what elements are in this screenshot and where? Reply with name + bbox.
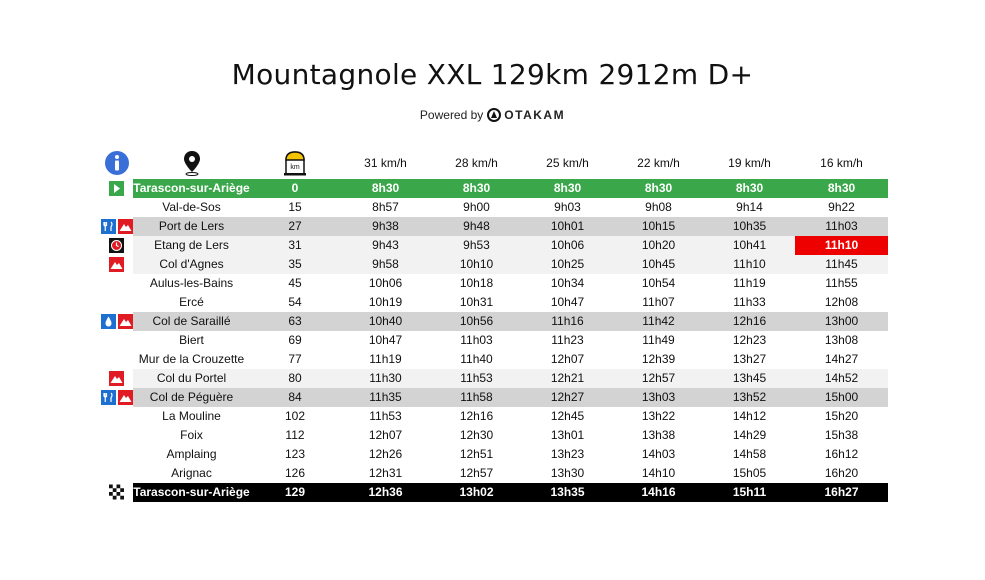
time-cell: 13h38 [641, 428, 676, 442]
checkpoint-km: 102 [284, 409, 306, 423]
time-cell: 12h16 [732, 314, 767, 328]
time-cell: 10h15 [641, 219, 676, 233]
checkpoint-name: Mur de la Crouzette [138, 352, 245, 366]
time-cell: 12h21 [550, 371, 585, 385]
time-cell: 11h35 [369, 390, 402, 404]
time-cell: 8h57 [372, 200, 399, 214]
time-cell: 13h03 [641, 390, 676, 404]
time-cell: 13h35 [550, 485, 585, 499]
time-cell: 10h20 [641, 238, 676, 252]
time-cell: 12h51 [459, 447, 494, 461]
time-cell: 13h22 [641, 409, 676, 423]
checkpoint-name: La Mouline [162, 409, 221, 423]
checkpoint-name: Aulus-les-Bains [149, 276, 234, 290]
summit-icon [109, 256, 124, 272]
table-row [100, 293, 890, 312]
checkpoint-km: 0 [291, 181, 299, 195]
time-cell: 9h58 [372, 257, 399, 271]
checkpoint-km: 126 [284, 466, 306, 480]
time-cell: 11h55 [825, 276, 858, 290]
time-cell: 13h30 [550, 466, 585, 480]
time-cell: 10h18 [459, 276, 494, 290]
time-cell: 16h12 [824, 447, 859, 461]
time-cell: 10h41 [732, 238, 767, 252]
time-cell: 8h30 [827, 181, 856, 195]
time-cell: 12h16 [459, 409, 494, 423]
info-icon[interactable] [102, 148, 132, 178]
speed-header: 28 km/h [455, 156, 498, 170]
time-cell: 12h07 [368, 428, 403, 442]
page-title: Mountagnole XXL 129km 2912m D+ [231, 58, 754, 91]
time-cell: 13h45 [732, 371, 767, 385]
table-row [100, 198, 890, 217]
finish-flag-icon [109, 484, 124, 500]
checkpoint-km: 54 [288, 295, 302, 309]
time-cell: 9h08 [645, 200, 672, 214]
time-cell: 9h43 [372, 238, 399, 252]
km-badge-label: km [290, 164, 300, 171]
speed-header: 25 km/h [546, 156, 589, 170]
time-cell: 15h05 [732, 466, 767, 480]
time-cell: 13h08 [824, 333, 859, 347]
time-cell: 9h00 [463, 200, 490, 214]
checkpoint-name: Ercé [179, 295, 204, 309]
time-cell: 12h26 [368, 447, 403, 461]
table-row [100, 388, 890, 407]
checkpoint-name: Biert [179, 333, 204, 347]
table-row [100, 255, 890, 274]
time-cell: 12h08 [824, 295, 859, 309]
checkpoint-name: Col de Péguère [149, 390, 234, 404]
time-cell: 15h11 [732, 485, 767, 499]
time-barrier-icon [109, 237, 124, 253]
table-row [100, 217, 890, 236]
table-row [100, 274, 890, 293]
timetable [100, 179, 890, 502]
time-cell: 8h30 [644, 181, 673, 195]
table-header [100, 148, 890, 178]
time-cell: 11h03 [825, 219, 858, 233]
time-cell: 10h47 [550, 295, 585, 309]
time-cell: 12h07 [550, 352, 585, 366]
summit-icon [118, 389, 133, 405]
checkpoint-km: 80 [288, 371, 302, 385]
table-row [100, 464, 890, 483]
time-cell: 10h56 [459, 314, 494, 328]
table-row [100, 483, 890, 502]
time-cell: 12h57 [459, 466, 494, 480]
time-cell: 14h03 [641, 447, 676, 461]
time-cell: 11h53 [460, 371, 493, 385]
checkpoint-name: Val-de-Sos [162, 200, 221, 214]
checkpoint-name: Tarascon-sur-Ariège [133, 181, 250, 195]
time-cell: 10h31 [459, 295, 494, 309]
table-row [100, 236, 890, 255]
time-cell: 9h14 [736, 200, 763, 214]
time-cell: 11h45 [825, 257, 858, 271]
time-cell: 11h07 [642, 295, 675, 309]
time-cell: 10h10 [459, 257, 494, 271]
checkpoint-name: Col de Saraillé [152, 314, 231, 328]
time-cell: 10h06 [550, 238, 585, 252]
time-cell: 10h34 [550, 276, 585, 290]
table-row [100, 179, 890, 198]
speed-header: 19 km/h [728, 156, 771, 170]
time-cell: 10h47 [368, 333, 403, 347]
speed-header: 31 km/h [364, 156, 407, 170]
checkpoint-name: Amplaing [166, 447, 217, 461]
table-row [100, 369, 890, 388]
time-cell: 14h16 [641, 485, 676, 499]
time-cell: 15h00 [824, 390, 859, 404]
time-cell: 11h23 [551, 333, 584, 347]
table-row [100, 426, 890, 445]
time-cell: 11h19 [369, 352, 402, 366]
time-cell: 11h58 [460, 390, 493, 404]
time-cell: 9h03 [554, 200, 581, 214]
time-cell: 13h01 [550, 428, 585, 442]
brand-name: OTAKAM [504, 108, 566, 122]
time-cell: 12h23 [732, 333, 767, 347]
food-icon [101, 218, 116, 234]
checkpoint-name: Etang de Lers [154, 238, 229, 252]
checkpoint-km: 77 [288, 352, 302, 366]
otakam-logo-icon [487, 108, 501, 122]
km-badge-icon [250, 148, 340, 178]
time-cell: 11h40 [460, 352, 493, 366]
time-cell: 8h30 [553, 181, 582, 195]
time-cell: 12h27 [550, 390, 585, 404]
time-cell: 11h33 [733, 295, 766, 309]
checkpoint-name: Arignac [171, 466, 212, 480]
time-cell: 12h45 [550, 409, 585, 423]
time-cell: 10h40 [368, 314, 403, 328]
powered-by[interactable] [0, 108, 985, 122]
checkpoint-km: 27 [288, 219, 302, 233]
time-cell: 14h29 [732, 428, 767, 442]
time-cell: 9h48 [463, 219, 490, 233]
checkpoint-km: 112 [285, 428, 305, 442]
time-cell: 10h54 [641, 276, 676, 290]
time-cell: 11h42 [642, 314, 675, 328]
time-cell: 15h38 [824, 428, 859, 442]
checkpoint-km: 15 [288, 200, 302, 214]
time-cell: 10h01 [550, 219, 585, 233]
time-cell: 11h10 [733, 257, 766, 271]
brand-logo [487, 108, 565, 122]
time-cell: 11h53 [369, 409, 402, 423]
time-cell: 11h19 [733, 276, 766, 290]
time-cell: 13h02 [459, 485, 494, 499]
time-cell: 10h06 [368, 276, 403, 290]
time-cell: 13h23 [550, 447, 585, 461]
table-row [100, 331, 890, 350]
checkpoint-km: 123 [284, 447, 306, 461]
checkpoint-km: 35 [288, 257, 302, 271]
time-cell: 8h30 [462, 181, 491, 195]
powered-by-label: Powered by [419, 108, 484, 122]
table-row [100, 445, 890, 464]
water-icon [101, 313, 116, 329]
time-cell: 12h31 [368, 466, 403, 480]
summit-icon [118, 218, 133, 234]
table-row [100, 407, 890, 426]
checkpoint-km: 31 [288, 238, 302, 252]
time-cell: 14h27 [824, 352, 859, 366]
checkpoint-name: Col d'Agnes [159, 257, 224, 271]
time-cell: 12h57 [641, 371, 676, 385]
time-cell: 14h12 [732, 409, 767, 423]
time-cell: 13h27 [732, 352, 767, 366]
time-cell: 11h30 [369, 371, 402, 385]
checkpoint-km: 63 [288, 314, 302, 328]
checkpoint-name: Foix [180, 428, 203, 442]
map-pin-icon [133, 148, 250, 178]
time-cell: 11h16 [551, 314, 584, 328]
time-cell: 10h25 [550, 257, 585, 271]
time-cell: 15h20 [824, 409, 859, 423]
time-cell: 11h03 [460, 333, 493, 347]
summit-icon [109, 370, 124, 386]
start-flag-icon [109, 180, 124, 196]
time-cell: 14h58 [732, 447, 767, 461]
time-cell: 13h52 [732, 390, 767, 404]
time-cell: 8h30 [371, 181, 400, 195]
time-cell: 11h49 [642, 333, 675, 347]
time-cell: 16h20 [824, 466, 859, 480]
cutoff-time-cell: 11h10 [795, 236, 888, 255]
time-cell: 13h00 [824, 314, 859, 328]
time-cell: 12h36 [368, 485, 403, 499]
checkpoint-km: 84 [288, 390, 302, 404]
time-cell: 10h35 [732, 219, 767, 233]
checkpoint-name: Tarascon-sur-Ariège [133, 485, 250, 499]
time-cell: 14h52 [824, 371, 859, 385]
time-cell: 10h19 [368, 295, 403, 309]
time-cell: 10h45 [641, 257, 676, 271]
checkpoint-km: 129 [284, 485, 306, 499]
food-icon [101, 389, 116, 405]
checkpoint-name: Col du Portel [156, 371, 227, 385]
speed-header: 22 km/h [637, 156, 680, 170]
table-row [100, 312, 890, 331]
time-cell: 9h53 [463, 238, 490, 252]
table-row [100, 350, 890, 369]
checkpoint-km: 45 [288, 276, 302, 290]
summit-icon [118, 313, 133, 329]
time-cell: 16h27 [824, 485, 859, 499]
checkpoint-name: Port de Lers [158, 219, 225, 233]
time-cell: 9h22 [828, 200, 855, 214]
speed-header: 16 km/h [820, 156, 863, 170]
time-cell: 12h39 [641, 352, 676, 366]
time-cell: 12h30 [459, 428, 494, 442]
time-cell: 8h30 [735, 181, 764, 195]
checkpoint-km: 69 [288, 333, 302, 347]
time-cell: 14h10 [641, 466, 676, 480]
time-cell: 9h38 [372, 219, 399, 233]
